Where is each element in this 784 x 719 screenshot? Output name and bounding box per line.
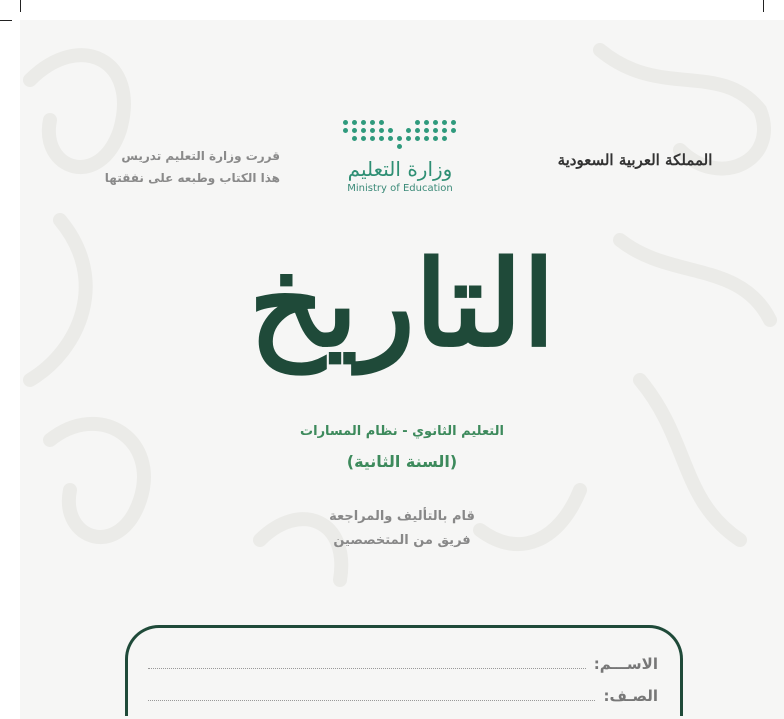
logo-dot (406, 136, 411, 141)
name-field[interactable] (148, 654, 658, 674)
book-title: التاريخ (248, 234, 556, 373)
logo-dot (415, 128, 420, 133)
school-year: (السنة الثانية) (346, 452, 458, 471)
logo-dot (415, 136, 420, 141)
calligraphy-stroke (640, 380, 740, 540)
logo-dot (451, 144, 456, 149)
logo-dot (379, 136, 384, 141)
logo-dot (361, 120, 366, 125)
calligraphy-stroke (30, 220, 86, 380)
logo-dot (388, 120, 393, 125)
logo-dot (397, 136, 402, 141)
crop-mark (0, 20, 12, 21)
ministry-logo (320, 120, 480, 194)
logo-dot (397, 120, 402, 125)
logo-dot (442, 144, 447, 149)
logo-dot (397, 128, 402, 133)
logo-dot (433, 128, 438, 133)
logo-dot (433, 136, 438, 141)
authors-note (200, 505, 604, 553)
logo-dot (361, 136, 366, 141)
logo-dot (424, 128, 429, 133)
logo-dot (388, 144, 393, 149)
logo-dot (370, 128, 375, 133)
ministry-dots-icon (320, 120, 480, 149)
logo-dot (424, 144, 429, 149)
kingdom-emblem-text: المملكة العربية السعودية (557, 151, 713, 169)
logo-dot (370, 144, 375, 149)
logo-dot (442, 128, 447, 133)
logo-dot (352, 144, 357, 149)
logo-dot (352, 128, 357, 133)
class-label: الصـف: (603, 687, 658, 705)
logo-dot (361, 144, 366, 149)
logo-dot (451, 120, 456, 125)
calligraphy-stroke (620, 240, 770, 320)
publisher-note-line: هذا الكتاب وطبعه على نفقتها (104, 171, 280, 185)
logo-dot (370, 136, 375, 141)
logo-dot (352, 120, 357, 125)
logo-dot (415, 120, 420, 125)
education-track: التعليم الثانوي - نظام المسارات (300, 424, 504, 439)
publisher-note-line: قررت وزارة التعليم تدريس (121, 149, 280, 163)
logo-dot (379, 128, 384, 133)
logo-dot (352, 136, 357, 141)
class-field[interactable] (148, 686, 658, 706)
crop-mark (20, 0, 21, 12)
logo-dot (451, 128, 456, 133)
logo-dot (397, 144, 402, 149)
logo-dot (406, 120, 411, 125)
calligraphy-stroke (50, 424, 144, 537)
student-info-box (125, 625, 683, 716)
name-input-line[interactable] (148, 660, 586, 669)
logo-dot (406, 144, 411, 149)
logo-dot (343, 136, 348, 141)
crop-mark (763, 0, 764, 12)
ministry-name-en: Ministry of Education (347, 183, 453, 194)
logo-dot (361, 128, 366, 133)
logo-dot (433, 120, 438, 125)
book-cover (20, 20, 784, 719)
logo-dot (415, 144, 420, 149)
authors-line: قام بالتأليف والمراجعة (329, 509, 475, 524)
logo-dot (388, 128, 393, 133)
logo-dot (451, 136, 456, 141)
logo-dot (433, 144, 438, 149)
ministry-name-ar: وزارة التعليم (347, 157, 453, 181)
logo-dot (343, 120, 348, 125)
authors-line: فريق من المتخصصين (333, 533, 471, 548)
logo-dot (442, 136, 447, 141)
logo-dot (388, 136, 393, 141)
logo-dot (424, 120, 429, 125)
logo-dot (424, 136, 429, 141)
logo-dot (343, 144, 348, 149)
logo-dot (370, 120, 375, 125)
name-label: الاســـم: (593, 655, 658, 673)
logo-dot (343, 128, 348, 133)
logo-dot (379, 120, 384, 125)
logo-dot (406, 128, 411, 133)
logo-dot (442, 120, 447, 125)
class-input-line[interactable] (148, 692, 595, 701)
logo-dot (379, 144, 384, 149)
publisher-note (80, 145, 280, 189)
